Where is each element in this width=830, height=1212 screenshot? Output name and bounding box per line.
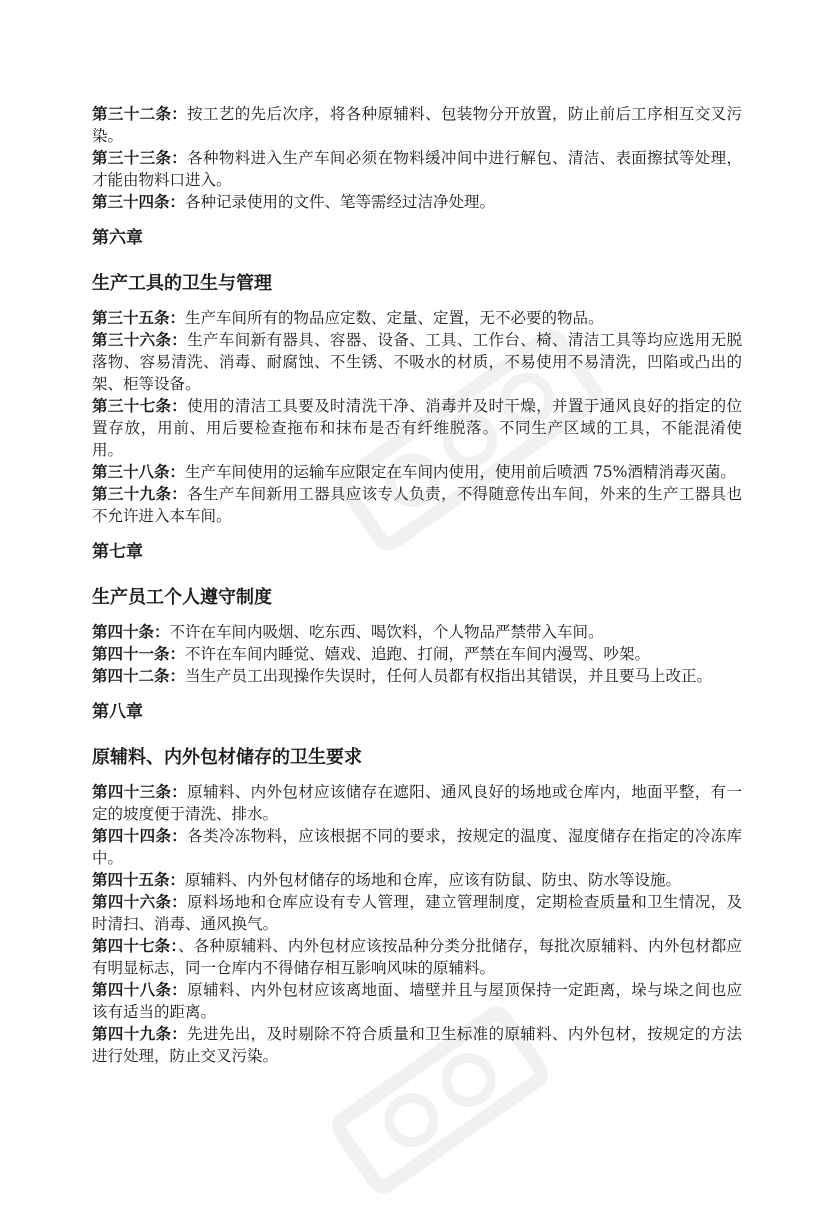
article-42: 第四十二条：当生产员工出现操作失误时，任何人员都有权指出其错误，并且要马上改正。 [92, 667, 713, 685]
document-page [92, 103, 742, 1067]
article-39: 第三十九条：各生产车间新用工器具应该专人负责，不得随意传出车间，外来的生产工器具也不允许进入本车间。 [92, 485, 742, 525]
chapter-8-heading: 第八章 [92, 702, 143, 722]
article-32: 第三十二条：按工艺的先后次序，将各种原辅料、包装物分开放置，防止前后工序相互交叉污染。 [92, 105, 742, 145]
article-36: 第三十六条：生产车间新有器具、容器、设备、工具、工作台、椅、清洁工具等均应选用无脱落物、容易清洗、消毒、耐腐蚀、不生锈、不吸水的材质，不易使用不易清洗，凹陷或凸出的架、柜等设备。 [92, 331, 742, 393]
article-47: 第四十七条：、各种原辅料、内外包材应该按品种分类分批储存，每批次原辅料、内外包材都应有明显标志，同一仓库内不得储存相互影响风味的原辅料。 [92, 937, 742, 977]
article-38: 第三十八条：生产车间使用的运输车应限定在车间内使用，使用前后喷洒 75%酒精消毒灭菌。 [92, 463, 736, 481]
chapter-7-title: 生产员工个人遵守制度 [92, 587, 272, 608]
article-48: 第四十八条：原辅料、内外包材应该离地面、墙壁并且与屋顶保持一定距离，垛与垛之间也应该有适当的距离。 [92, 981, 742, 1021]
article-45: 第四十五条：原辅料、内外包材储存的场地和仓库，应该有防鼠、防虫、防水等设施。 [92, 871, 682, 889]
article-37: 第三十七条：使用的清洁工具要及时清洗干净、消毒并及时干燥，并置于通风良好的指定的位置存放，用前、用后要检查拖布和抹布是否有纤维脱落。不同生产区域的工具，不能混淆使用。 [92, 397, 742, 459]
chapter-6-title: 生产工具的卫生与管理 [92, 273, 272, 294]
article-44: 第四十四条：各类冷冻物料，应该根据不同的要求，按规定的温度、湿度储存在指定的冷冻库中。 [92, 827, 742, 867]
article-35: 第三十五条：生产车间所有的物品应定数、定量、定置，无不必要的物品。 [92, 309, 604, 327]
chapter-6-heading: 第六章 [92, 228, 143, 248]
article-46: 第四十六条：原料场地和仓库应设有专人管理，建立管理制度，定期检查质量和卫生情况，及时清扫、消毒、通风换气。 [92, 893, 742, 933]
article-33: 第三十三条：各种物料进入生产车间必须在物料缓冲间中进行解包、清洁、表面擦拭等处理，才能由物料口进入。 [92, 149, 742, 189]
article-34: 第三十四条：各种记录使用的文件、笔等需经过洁净处理。 [92, 193, 496, 211]
article-43: 第四十三条：原辅料、内外包材应该储存在遮阳、通风良好的场地或仓库内，地面平整，有一定的坡度便于清洗、排水。 [92, 783, 742, 823]
chapter-8-title: 原辅料、内外包材储存的卫生要求 [92, 747, 362, 768]
article-40: 第四十条：不许在车间内吸烟、吃东西、喝饮料，个人物品严禁带入车间。 [92, 623, 604, 641]
article-41: 第四十一条：不许在车间内睡觉、嬉戏、追跑、打闹，严禁在车间内漫骂、吵架。 [92, 645, 651, 663]
article-49: 第四十九条：先进先出，及时剔除不符合质量和卫生标准的原辅料、内外包材，按规定的方法进行处理，防止交叉污染。 [92, 1025, 742, 1065]
chapter-7-heading: 第七章 [92, 542, 143, 562]
